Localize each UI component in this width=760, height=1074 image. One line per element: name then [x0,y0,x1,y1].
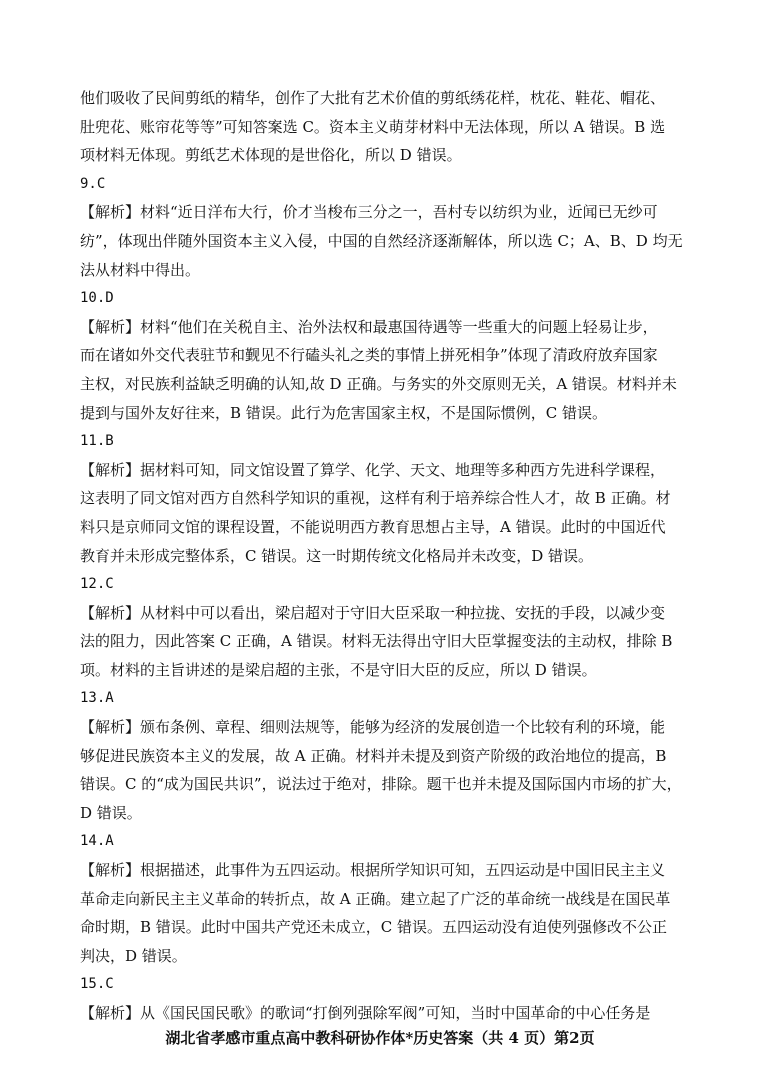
text-line: 这表明了同文馆对西方自然科学知识的重视，这样有利于培养综合性人才，故 B 正确。材 [80,489,671,508]
text-line: 他们吸收了民间剪纸的精华，创作了大批有艺术价值的剪纸绣花样，枕花、鞋花、帽花、 [80,89,666,107]
text-line: 命时期，B 错误。此时中国共产党还未成立，C 错误。五四运动没有迫使列强修改不公正 [80,918,668,937]
answer-number: 10.D [80,290,114,307]
text-line: 【解析】从《国民国民歌》的歌词“打倒列强除军阀”可知，当时中国革命的中心任务是 [80,1004,651,1022]
answer-number: 12.C [80,576,114,593]
text-line: 错误。C 的“成为国民共识”，说法过于绝对，排除。题干也并未提及国际国内市场的扩大， [80,775,682,794]
text-line: 料只是京师同文馆的课程设置，不能说明西方教育思想占主导，A 错误。此时的中国近代 [80,517,666,536]
text-line: 提到与国外友好往来，B 错误。此行为危害国家主权，不是国际惯例，C 错误。 [80,403,608,422]
text-line: 项材料无体现。剪纸艺术体现的是世俗化，所以 D 错误。 [80,146,462,165]
answer-number: 14.A [80,833,114,850]
page-footer: 湖北省孝感市重点高中教科研协作体*历史答案（共 4 页）第2页 [165,1029,595,1047]
text-line: 【解析】材料“近日洋布大行，价才当梭布三分之一，吾村专以纺织为业，近闻已无纱可 [80,203,658,222]
answer-text-body [80,84,686,1028]
text-line: 项。材料的主旨讲述的是梁启超的主张，不是守旧大臣的反应，所以 D 错误。 [80,660,597,679]
text-line: 【解析】据材料可知，同文馆设置了算学、化学、天文、地理等多种西方先进科学课程， [80,460,666,479]
text-line: 够促进民族资本主义的发展，故 A 正确。材料并未提及到资产阶级的政治地位的提高，B [80,746,667,765]
text-line: 【解析】颁布条例、章程、细则法规等，能够为经济的发展创造一个比较有利的环境，能 [80,718,666,737]
text-line: 【解析】从材料中可以看出，梁启超对于守旧大臣采取一种拉拢、安抚的手段，以减少变 [80,603,666,622]
text-line: 教育并未形成完整体系，C 错误。这一时期传统文化格局并未改变，D 错误。 [80,546,594,565]
text-line: 革命走向新民主主义革命的转折点，故 A 正确。建立起了广泛的革命统一战线是在国民革 [80,889,671,908]
text-line: 法的阻力，因此答案 C 正确，A 错误。材料无法得出守旧大臣掌握变法的主动权，排除 B [80,632,673,651]
text-line: 法从材料中得出。 [80,260,201,279]
text-line: 肚兜花、账帘花等等”可知答案选 C。资本主义萌芽材料中无法体现，所以 A 错误。B 选 [80,117,666,136]
text-line: D 错误。 [80,803,142,822]
answer-number: 9.C [80,175,106,192]
text-line: 判决，D 错误。 [80,946,187,965]
text-line: 而在诸如外交代表驻节和觐见不行磕头礼之类的事情上拼死相争”体现了清政府放弃国家 [80,346,658,365]
text-line: 【解析】根据描述，此事件为五四运动。根据所学知识可知，五四运动是中国旧民主主义 [80,861,666,880]
text-line: 主权，对民族利益缺乏明确的认知,故 D 正确。与务实的外交原则无关，A 错误。材料并未 [80,374,677,393]
answer-number: 13.A [80,690,114,707]
answer-number: 15.C [80,976,114,993]
answer-number: 11.B [80,433,114,450]
text-line: 纺”，体现出伴随外国资本主义入侵，中国的自然经济逐渐解体，所以选 C；A、B、D 均无 [80,231,683,250]
text-line: 【解析】材料“他们在关税自主、治外法权和最惠国待遇等一些重大的问题上轻易让步， [80,317,658,336]
